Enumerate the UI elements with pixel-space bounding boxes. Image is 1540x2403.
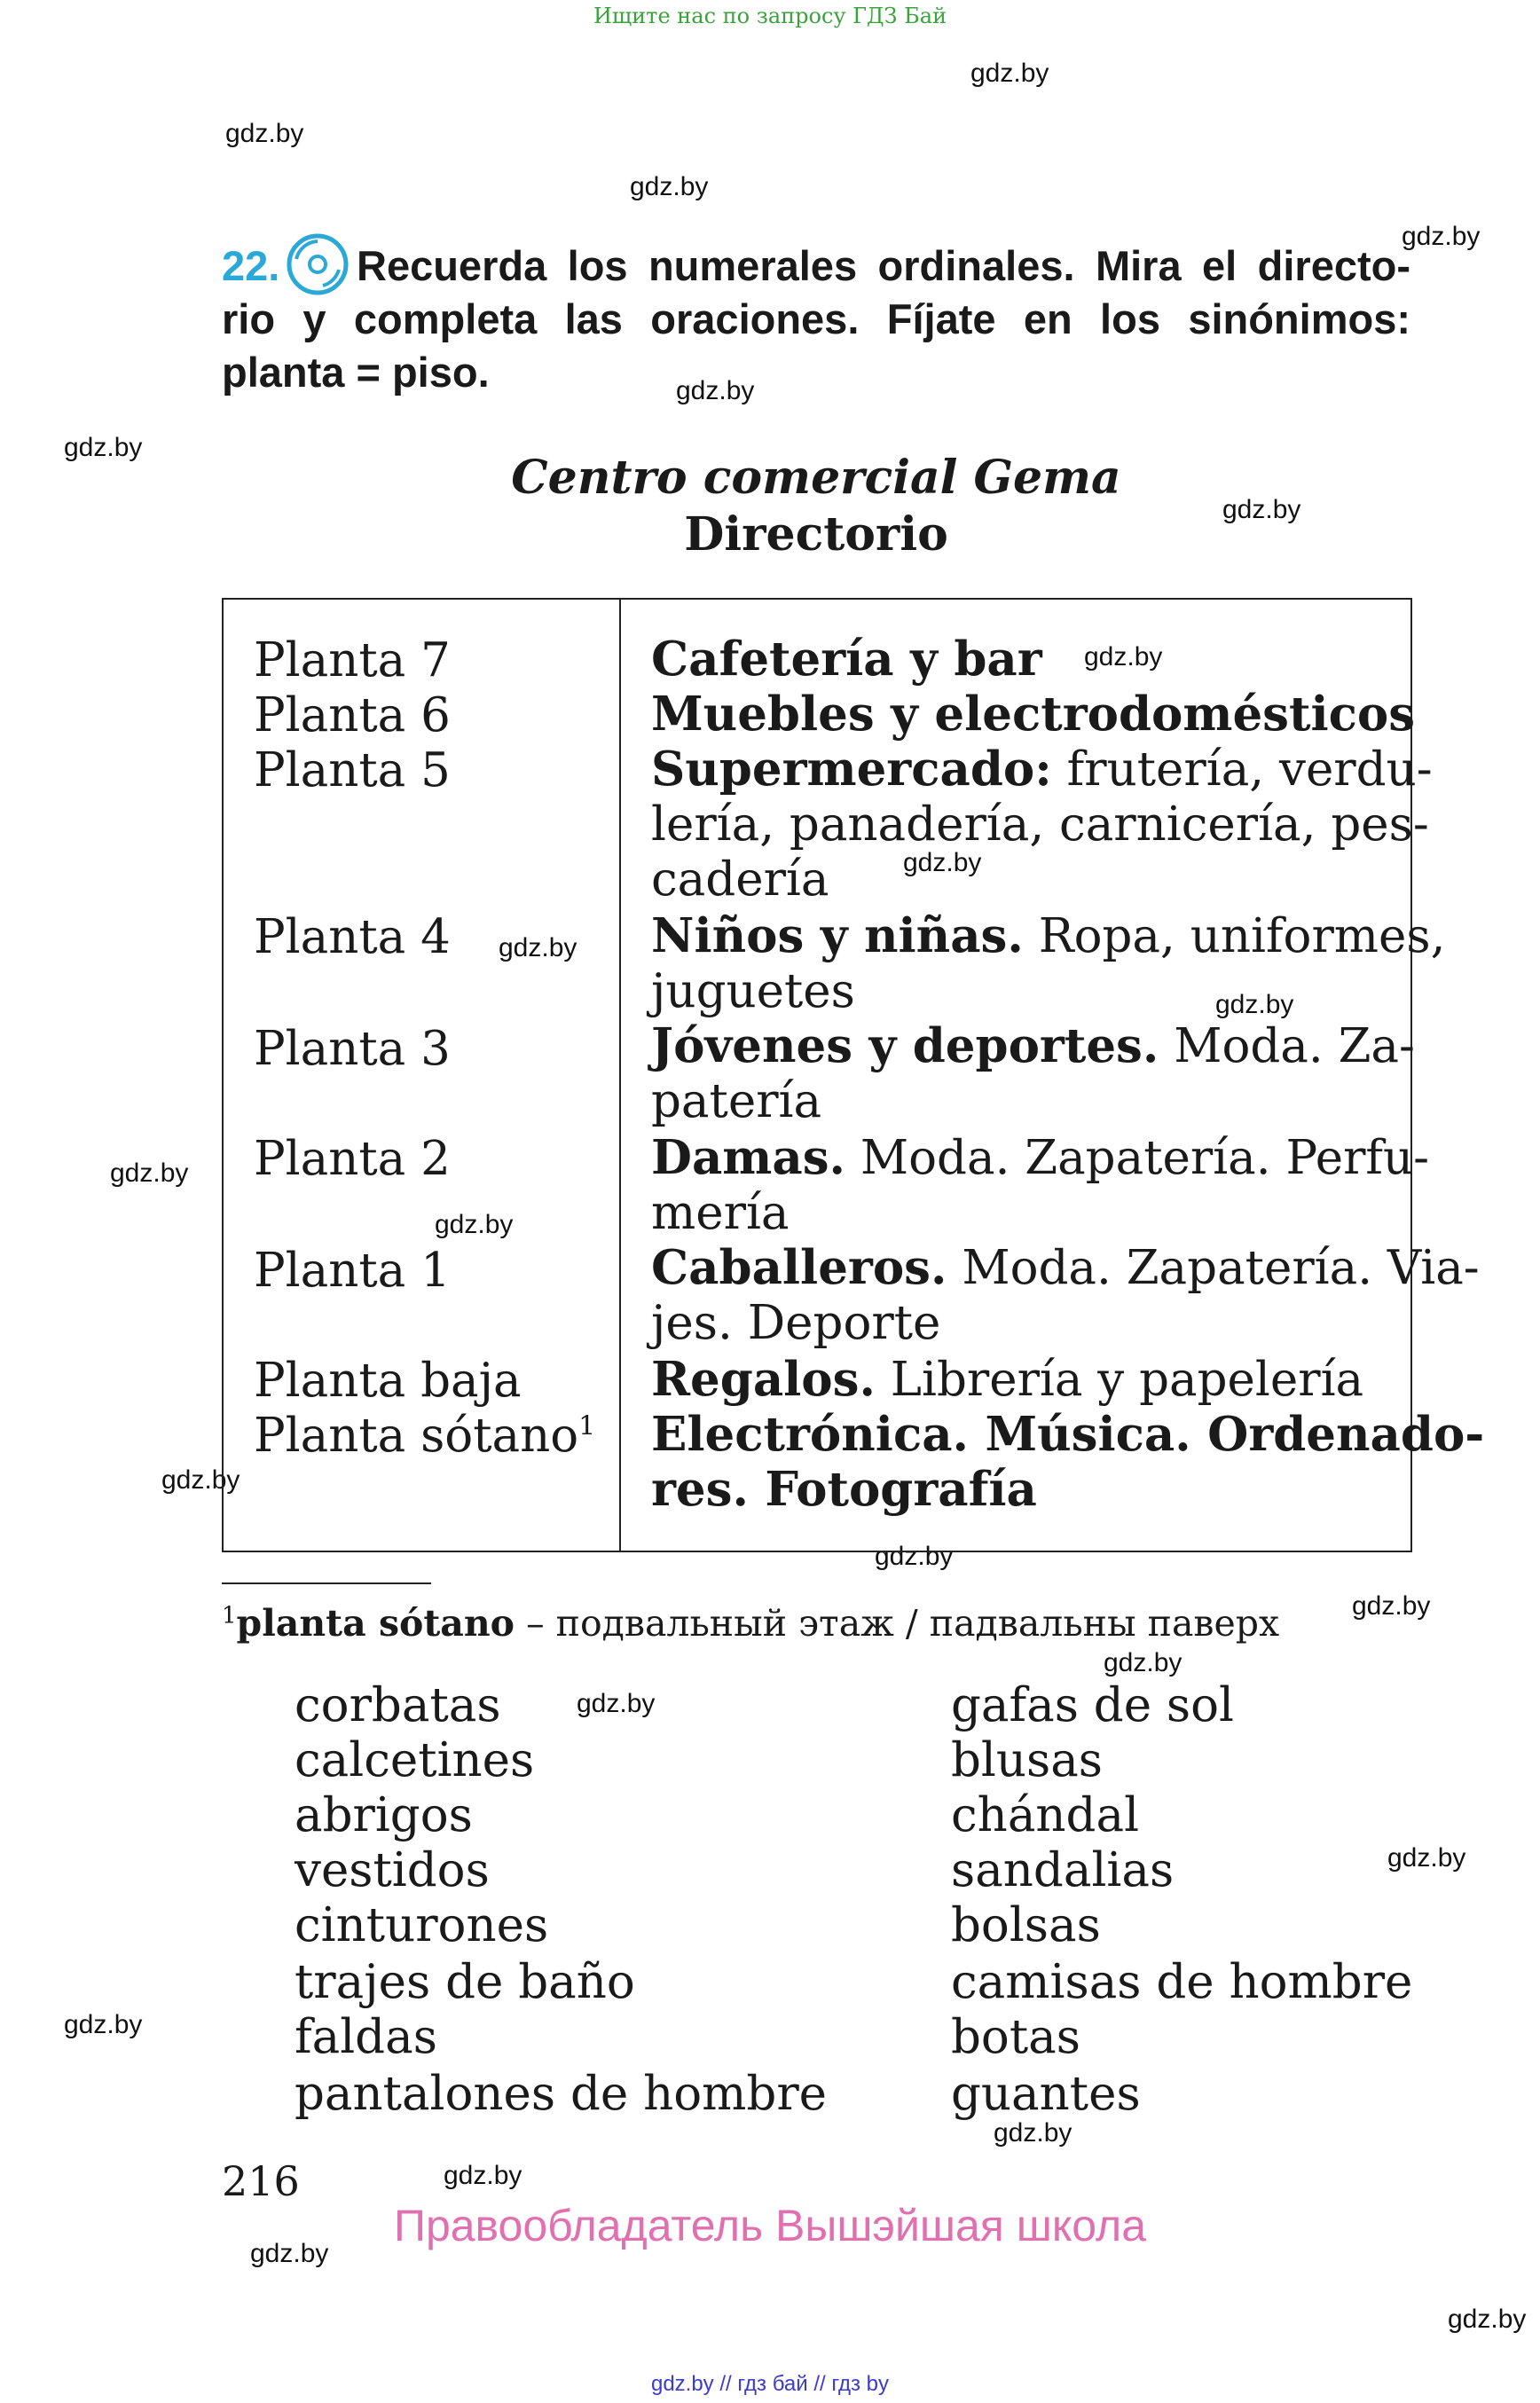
footnote-rule <box>222 1582 431 1584</box>
floor-label: Planta 2 <box>254 1132 451 1186</box>
directory-line: Electrónica. Música. Ordenado- <box>651 1407 1485 1462</box>
directory-line: Caballeros. Moda. Zapatería. Via- <box>651 1240 1480 1295</box>
word-left: abrigos <box>295 1788 473 1842</box>
watermark: gdz.by <box>64 2010 143 2039</box>
copyright-notice: Правообладатель Вышэйшая школа <box>394 2201 1146 2250</box>
directory-divider <box>619 598 621 1551</box>
word-right: gafas de sol <box>951 1678 1234 1732</box>
word-left: pantalones de hombre <box>295 2067 828 2121</box>
watermark: gdz.by <box>1402 222 1481 251</box>
word-left: vestidos <box>295 1843 490 1897</box>
watermark: gdz.by <box>676 376 755 405</box>
directory-line: lería, panadería, carnicería, pes- <box>651 797 1429 852</box>
directory-line: res. Fotografía <box>651 1462 1037 1517</box>
footnote: $^1$planta sótano – подвальный этаж / падвальны паверх <box>222 1602 1280 1645</box>
watermark: gdz.by <box>1352 1591 1431 1621</box>
footer-links[interactable]: gdz.by // гдз бай // гдз by <box>650 2372 890 2396</box>
watermark: gdz.by <box>994 2118 1072 2148</box>
directory-line: patería <box>651 1074 822 1128</box>
watermark: gdz.by <box>903 848 982 877</box>
floor-label: Planta 3 <box>254 1022 451 1076</box>
directory-line: Supermercado: frutería, verdu- <box>651 742 1433 797</box>
directory-title: Centro comercial Gema <box>511 451 1121 505</box>
watermark: gdz.by <box>1448 2305 1527 2334</box>
exercise-number: 22. <box>222 242 280 289</box>
directory-line: Regalos. Librería y papelería <box>651 1352 1364 1407</box>
directory-line: jes. Deporte <box>651 1296 941 1350</box>
directory-line: Niños y niñas. Ropa, uniformes, <box>651 908 1446 963</box>
directory-line: Damas. Moda. Zapatería. Perfu- <box>651 1130 1430 1185</box>
watermark: gdz.by <box>435 1210 514 1239</box>
floor-label: Planta sótano$^1$ <box>254 1409 596 1463</box>
word-right: blusas <box>951 1733 1104 1787</box>
word-right: guantes <box>951 2067 1141 2121</box>
word-left: trajes de baño <box>295 1955 635 2009</box>
footnote-ref: 1 <box>578 1410 596 1442</box>
watermark: gdz.by <box>970 59 1049 88</box>
directory-line: juguetes <box>651 964 855 1018</box>
directory-line: mería <box>651 1186 790 1240</box>
floor-label: Planta 4 <box>254 910 451 964</box>
watermark: gdz.by <box>250 2239 329 2268</box>
word-left: faldas <box>295 2010 437 2064</box>
watermark: gdz.by <box>64 433 143 462</box>
floor-label: Planta 1 <box>254 1244 451 1298</box>
watermark: gdz.by <box>577 1689 656 1718</box>
directory-line: cadería <box>651 852 829 907</box>
directory-line: Cafetería y bar <box>651 632 1042 687</box>
word-right: bolsas <box>951 1898 1101 1952</box>
watermark: gdz.by <box>1084 642 1163 671</box>
word-left: cinturones <box>295 1898 549 1952</box>
word-right: botas <box>951 2010 1080 2064</box>
floor-label: Planta baja <box>254 1354 522 1408</box>
watermark: gdz.by <box>225 119 304 148</box>
exercise-line-2: rio y completa las oraciones. Fíjate en los sinónimos: <box>222 295 1410 342</box>
floor-label: Planta 6 <box>254 688 451 742</box>
word-right: camisas de hombre <box>951 1955 1413 2009</box>
directory-line: Muebles y electrodomésticos <box>651 687 1416 742</box>
watermark: gdz.by <box>161 1465 240 1495</box>
watermark: gdz.by <box>1215 990 1294 1019</box>
word-left: corbatas <box>295 1678 501 1732</box>
exercise-line-1: Recuerda los numerales ordinales. Mira el directo- <box>357 242 1410 289</box>
watermark: gdz.by <box>444 2161 522 2190</box>
directory-subtitle: Directorio <box>684 507 948 561</box>
exercise-line-3: planta = piso. <box>222 349 490 396</box>
page-number: 216 <box>222 2157 300 2205</box>
directory-line: Jóvenes y deportes. Moda. Za- <box>651 1018 1415 1073</box>
watermark: gdz.by <box>1387 1843 1466 1873</box>
watermark: gdz.by <box>499 933 578 962</box>
word-right: chándal <box>951 1788 1140 1842</box>
watermark: gdz.by <box>1222 495 1301 524</box>
floor-label: Planta 5 <box>254 743 451 797</box>
floor-label: Planta 7 <box>254 633 451 687</box>
word-right: sandalias <box>951 1843 1175 1897</box>
watermark: gdz.by <box>110 1158 189 1188</box>
top-banner[interactable]: Ищите нас по запросу ГДЗ Бай <box>593 4 947 28</box>
watermark: gdz.by <box>875 1542 954 1571</box>
audio-disc-icon <box>286 232 350 296</box>
watermark: gdz.by <box>1104 1648 1182 1677</box>
word-left: calcetines <box>295 1733 535 1787</box>
watermark: gdz.by <box>630 172 709 201</box>
